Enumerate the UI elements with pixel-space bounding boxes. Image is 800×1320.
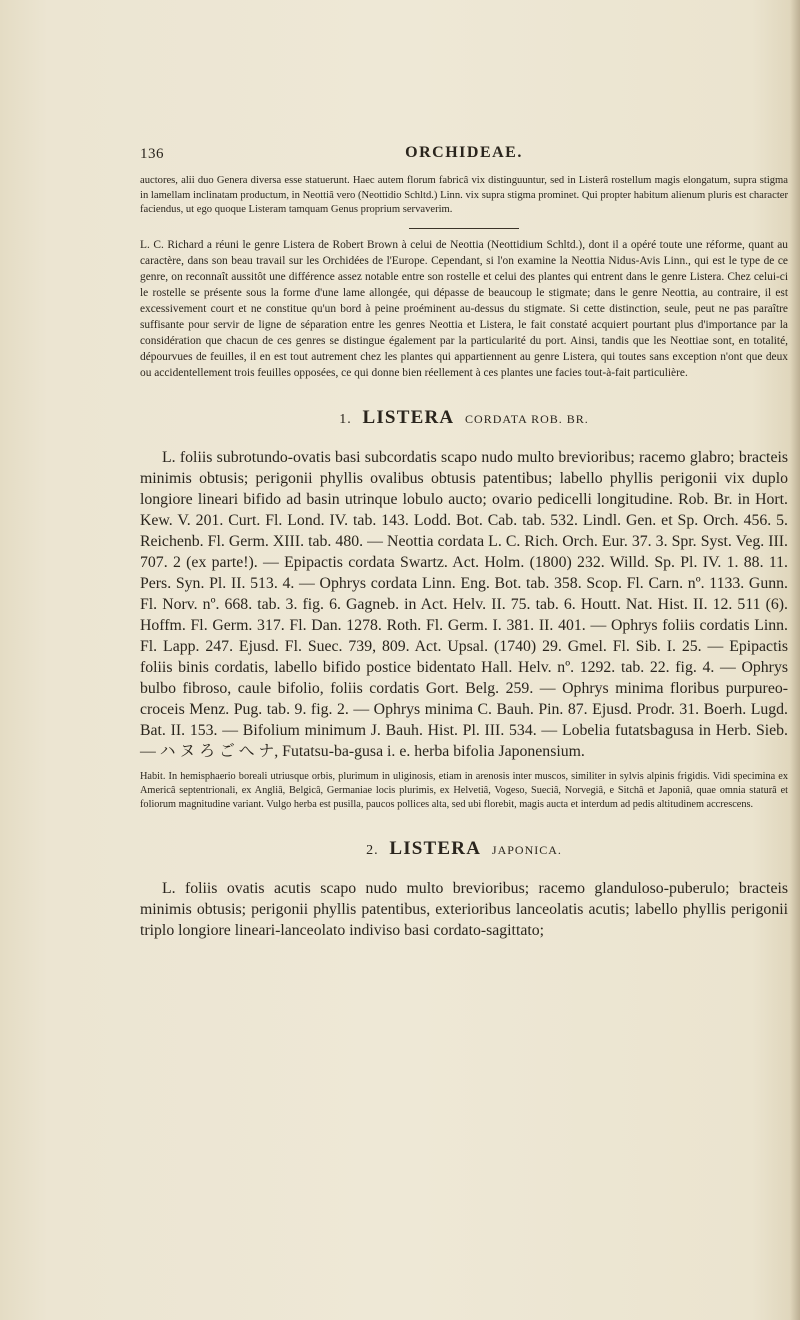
species-1-epithet: CORDATA ROB. BR. — [465, 411, 589, 426]
species-2-genus: LISTERA — [389, 837, 482, 859]
species-1-diagnosis: L. foliis subrotundo-ovatis basi subcordatis scapo nudo multo brevioribus; racemo glabro; bracteis minimis obtusis; perigonii phyllis ovalibus obtusis patentibus; labello phyllis perigonii vix duplo longiore lineari bifido ad basin utrinque lobulo aucto; ovario pedicelli longitudine. Rob. Br. in Hort. Kew. V. 201. Curt. Fl. Lond. IV. tab. 143. Lodd. Bot. Cab. tab. 532. Lindl. Gen. et Sp. Orch. 456. 5. Reichenb. Fl. Germ. XIII. tab. 480. — Neottia cordata L. C. Rich. Orch. Eur. 37. 3. Spr. Syst. Veg. III. 707. 2 (ex parte!). — Epipactis cordata Swartz. Act. Holm. (1800) 232. Willd. Sp. Pl. IV. 1. 88. 11. Pers. Syn. Pl. II. 513. 4. — Ophrys cordata Linn. Eng. Bot. tab. 358. Scop. Fl. Carn. nº. 1133. Gunn. Fl. Norv. nº. 668. tab. 3. fig. 6. Gagneb. in Act. Helv. II. 75. tab. 6. Houtt. Nat. Hist. II. 12. 511 (6). Hoffm. Fl. Germ. 317. Fl. Dan. 1278. Roth. Fl. Germ. I. 381. II. 401. — Ophrys foliis cordatis Linn. Fl. Lapp. 247. Ejusd. Fl. Suec. 739, 809. Act. Upsal. (1740) 29. Gmel. Fl. Sib. I. 25. — Epipactis foliis binis cordatis, labello bifido postice bidentato Hall. Helv. nº. 1292. tab. 22. fig. 4. — Ophrys bulbo fibroso, caule bifolio, foliis cordatis Gort. Belg. 259. — Ophrys minima floribus purpureo-croceis Menz. Pug. tab. 9. fig. 2. — Ophrys minima C. Bauh. Pin. 87. Ejusd. Prodr. 31. Boerh. Lugd. Bat. II. 153. — Bifolium minimum J. Bauh. Hist. Pl. III. 534. — Lobelia futatsbagusa in Herb. Sieb. — ハ ヌ ろ ご へ ナ, Futatsu-ba-gusa i. e. herba bifolia Japonensium. — [140, 448, 788, 760]
species-2-heading — [140, 838, 788, 860]
page-number: 136 — [140, 146, 164, 162]
species-1-heading — [140, 407, 788, 429]
page-edge-shadow — [790, 0, 800, 1320]
species-1-number: 1. — [339, 411, 352, 427]
species-2-number: 2. — [366, 842, 379, 858]
species-1-genus: LISTERA — [362, 406, 455, 428]
latin-intro-paragraph: auctores, alii duo Genera diversa esse statuerunt. Haec autem florum fabricâ vix distinguuntur, sed in Listerâ rostellum magis elongatum, supra stigma in lamellam inclinatam productum, in Neottiâ vero (Neottidio Schltd.) Linn. vix supra stigma prominet. Qui propter habitum alienum pluris est character faciendus, ut ego quoque Listeram tamquam Genus proprium servaverim. — [140, 175, 788, 216]
species-2-epithet: JAPONICA. — [491, 842, 562, 857]
page-header — [140, 140, 788, 168]
species-2-diagnosis: L. foliis ovatis acutis scapo nudo multo brevioribus; racemo glanduloso-puberulo; bracteis minimis obtusis; perigonii phyllis patentibus, exterioribus lanceolatis acutis; labello phyllis perigonii triplo longiore lineari-lanceolato indiviso basi cordato-sagittato; — [140, 879, 788, 939]
page-content — [140, 140, 788, 941]
running-title: ORCHIDEAE. — [405, 144, 523, 161]
section-divider — [409, 228, 519, 229]
french-commentary-paragraph: L. C. Richard a réuni le genre Listera de Robert Brown à celui de Neottia (Neottidium Schltd.), dont il a opéré toute une réforme, quant au caractère, dans son beau travail sur les Orchidées de l'Europe. Cependant, si l'on examine la Neottia Nidus-Avis Linn., qui est le type de ce genre, on reconnaît aussitôt une différence assez notable entre son rostelle et celui des plantes qui entrent dans le genre Listera. Chez celui-ci le rostelle se présente sous la forme d'une lame allongée, qui dépasse de beaucoup le stigmate; dans le genre Neottia, au contraire, il est excessivement court et ne constitue qu'un bord à peine proéminent au-dessus du stigmate. Si cette distinction, seule, peut ne pas paraître suffisante pour servir de ligne de séparation entre les genres Neottia et Listera, le fait constaté acquiert pourtant plus d'importance par la considération que chacun de ces genres se distingue également par la particularité du port. Ainsi, tandis que les Neottiae sont, en totalité, dépourvues de feuilles, il en est tout autrement chez les plantes qui appartiennent au genre Listera, qui toutes sans exception n'ont que deux ou accidentellement trois feuilles opposées, ce qui donne bien réellement à ces plantes une facies tout-à-fait particulière. — [140, 238, 788, 379]
species-1-habitat: Habit. In hemisphaerio boreali utriusque orbis, plurimum in uliginosis, etiam in arenosis inter muscos, similiter in sylvis alpinis frigidis. Vidi specimina ex Americâ septentrionali, ex Angliâ, Belgicâ, Germaniae locis plurimis, ex Helvetiâ, Vogeso, Sueciâ, Norvegiâ, e Sitchâ et Japoniâ, quae omnia staturâ et foliorum magnitudine variant. Vulgo herba est pusilla, paucos pollices alta, sed ubi florebit, magis aucta et interdum ad pedis altitudinem accrescens. — [140, 770, 788, 810]
